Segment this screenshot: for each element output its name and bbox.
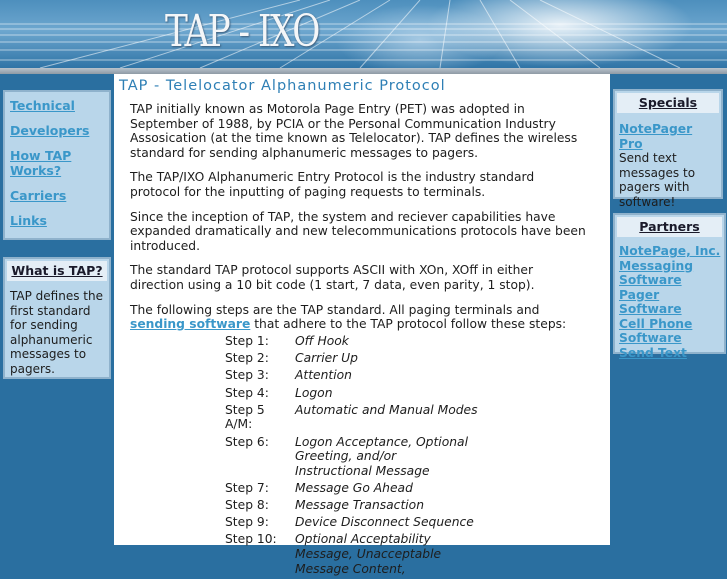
step-description: Attention (295, 368, 352, 383)
step-description: Message Transaction (295, 498, 425, 513)
nav-link-carriers[interactable]: Carriers (10, 188, 67, 203)
step-label: Step 2: (225, 351, 269, 366)
partner-link-notepage[interactable]: NotePage, Inc. (619, 244, 721, 258)
step-row (225, 481, 505, 496)
step-description: Optional Acceptability Message, Unacceptable Message Content, (295, 532, 442, 576)
paragraph-protocol: The TAP/IXO Alphanumeric Entry Protocol is the industry standard protocol for the inputting of paging requests to terminals. (130, 170, 535, 199)
step-label: Step 4: (225, 385, 269, 400)
nav-link-how-tap-works[interactable]: How TAP Works? (10, 148, 72, 178)
step-row (225, 515, 505, 530)
step-row (225, 351, 505, 366)
step-row (225, 435, 505, 479)
steps-intro-after: that adhere to the TAP protocol follow these steps: (250, 317, 567, 332)
step-description: Off Hook (295, 334, 349, 348)
what-is-tap-box (3, 257, 111, 379)
partners-links (615, 237, 724, 360)
nav-link-developers[interactable]: Developers (10, 123, 90, 138)
step-label: Step 3: (225, 368, 269, 383)
step-description: Device Disconnect Sequence (295, 515, 474, 530)
steps-intro-before: The following steps are the TAP standard. All paging terminals and (130, 302, 540, 317)
main-content (114, 74, 610, 576)
what-is-tap-text: TAP defines the first standard for sending alphanumeric messages to pagers. (10, 289, 103, 376)
paragraph-capabilities: Since the inception of TAP, the system and reciever capabilities have expanded dramatically and new telecommunications protocols have been introduced. (130, 209, 586, 253)
step-description: Logon (295, 385, 333, 400)
step-label: Step 6: (225, 434, 269, 449)
step-row (225, 403, 505, 432)
paragraph-intro: TAP initially known as Motorola Page Entry (PET) was adopted in September of 1988, by PCIA or the Personal Communication Industry Assosication (at the time known as Telelocator). TAP defines the wireless standard for sending alphanumeric messages to pagers. (130, 102, 578, 160)
specials-text: Send text messages to pagers with software! (619, 151, 696, 209)
what-is-tap-title: What is TAP? (7, 261, 107, 281)
notepager-pro-link[interactable]: NotePager Pro (619, 122, 693, 151)
step-label: Step 9: (225, 515, 269, 530)
step-row (225, 532, 505, 576)
step-description: Message Go Ahead (295, 480, 413, 495)
step-label: Step 1: (225, 334, 269, 348)
paragraph-ascii: The standard TAP protocol supports ASCII with XOn, XOff in either direction using a 10 bit code (1 start, 7 data, even parity, 1 stop). (130, 263, 535, 292)
step-label: Step 10: (225, 532, 277, 547)
partners-box (613, 213, 726, 360)
step-description: Logon Acceptance, Optional Greeting, and/or Instructional Message (295, 434, 468, 478)
paragraph-steps-intro (130, 303, 588, 332)
step-label: Step 5 A/M: (225, 402, 265, 432)
page-title: TAP - Telelocator Alphanumeric Protocol (119, 78, 446, 94)
step-row (225, 368, 505, 383)
steps-list (225, 334, 505, 579)
sending-software-link[interactable]: sending software (130, 317, 251, 332)
specials-title: Specials (617, 93, 719, 113)
left-navigation (3, 90, 111, 240)
nav-link-technical[interactable]: Technical (10, 98, 75, 113)
article-body (130, 102, 588, 342)
step-row (225, 498, 505, 513)
nav-link-links[interactable]: Links (10, 213, 47, 228)
partner-link-send-text[interactable]: Send Text (619, 345, 687, 360)
step-label: Step 7: (225, 480, 269, 495)
partners-title: Partners (617, 217, 722, 237)
step-description: Automatic and Manual Modes (295, 402, 478, 417)
partner-link-cell-phone-software[interactable]: Cell Phone Software (619, 316, 693, 345)
header-banner (0, 0, 727, 68)
perspective-grid-graphic (0, 0, 727, 68)
step-description: Carrier Up (295, 351, 358, 366)
partner-link-pager-software[interactable]: Pager Software (619, 287, 682, 316)
step-row (225, 334, 505, 349)
specials-body (615, 113, 721, 209)
site-logo[interactable]: TAP - IXO (165, 6, 319, 57)
step-label: Step 8: (225, 498, 269, 513)
partner-link-messaging-software[interactable]: Messaging Software (619, 258, 694, 287)
specials-box (613, 89, 723, 209)
step-row (225, 386, 505, 401)
